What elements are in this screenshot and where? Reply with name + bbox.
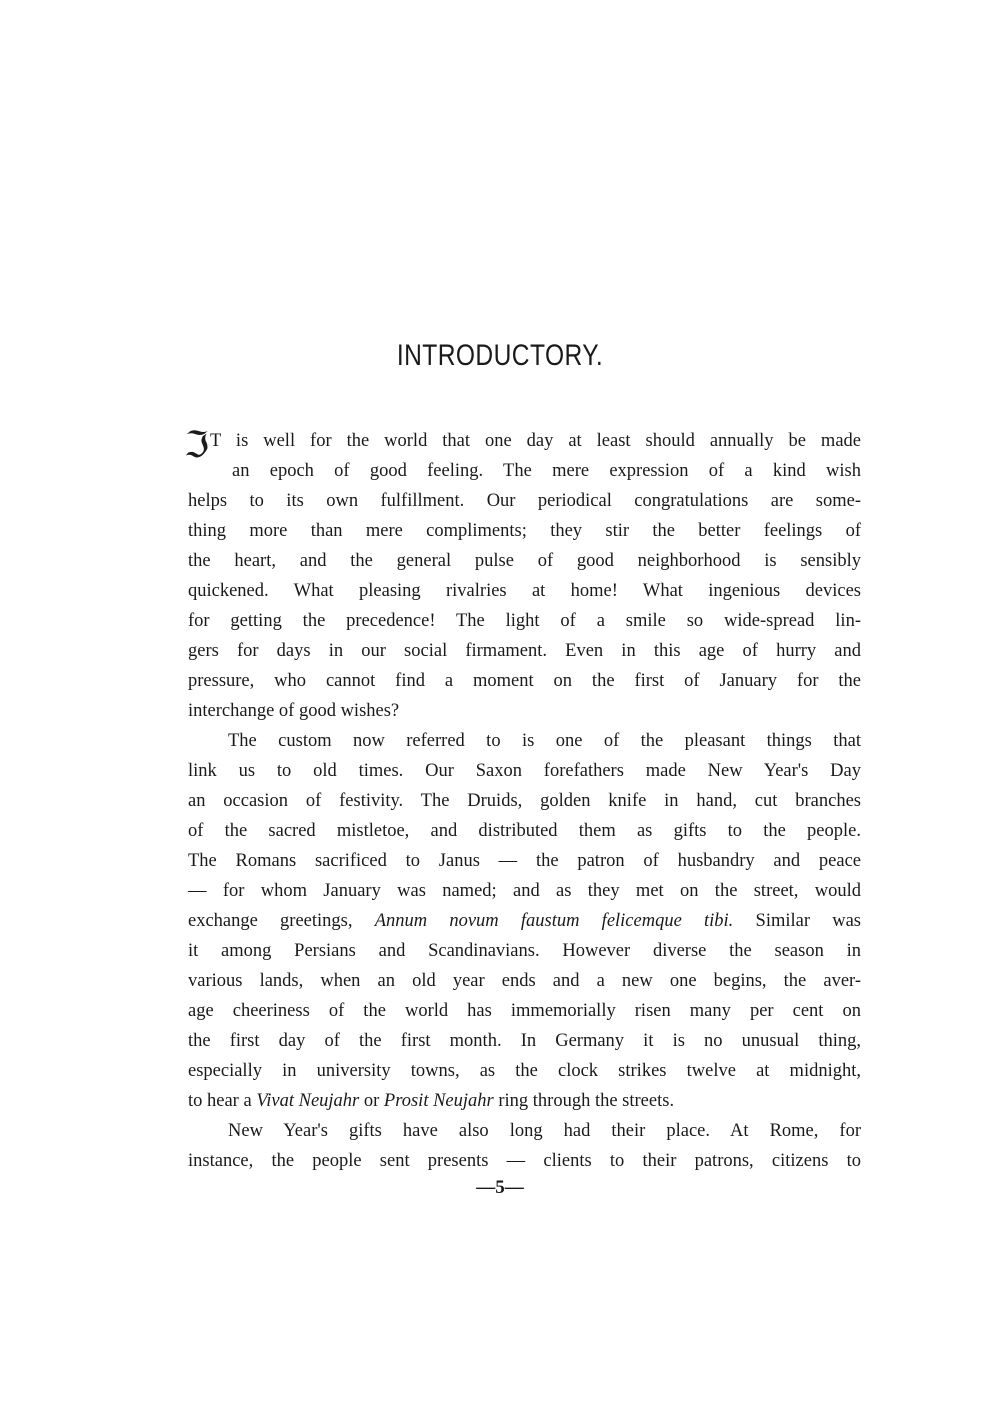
text-line: the first day of the first month. In Germany it is no unusual thing, [188,1031,861,1051]
text-line: age cheeriness of the world has immemorially risen many per cent on [188,1001,861,1021]
paragraph-3 [188,1116,861,1176]
text-line: pressure, who cannot find a moment on the first of January for the [188,671,861,691]
page-number: —5— [476,1177,524,1198]
chapter-title: INTRODUCTORY. [396,339,604,372]
text-line: helps to its own fulfillment. Our periodical congratulations are some- [188,491,861,511]
text-line: T is well for the world that one day at least should annually be made [210,431,861,451]
text-line: interchange of good wishes? [188,701,400,721]
prosit-phrase: Prosit Neujahr [383,1091,494,1111]
text-line: quickened. What pleasing rivalries at home! What ingenious devices [188,581,861,601]
text-line: it among Persians and Scandinavians. However diverse the season in [188,941,861,961]
latin-greeting: Annum novum faustum felicemque tibi. [374,911,734,931]
paragraph-2 [188,726,861,1116]
text-line: gers for days in our social firmament. Even in this age of hurry and [188,641,861,661]
drop-cap-letter: ℑ [184,425,210,466]
paragraph-1 [184,425,861,726]
text-line: of the sacred mistletoe, and distributed them as gifts to the people. [188,821,861,841]
text-line: for getting the precedence! The light of a smile so wide-spread lin- [188,611,861,631]
text-line: especially in university towns, as the clock strikes twelve at midnight, [188,1061,861,1081]
text-line: The custom now referred to is one of the pleasant things that [228,731,861,751]
text-line: The Romans sacrificed to Janus — the patron of husbandry and peace [188,851,861,871]
text-fragment: exchange greetings, [188,911,353,931]
text-line: instance, the people sent presents — clients to their patrons, citizens to [188,1151,861,1171]
body-text [184,425,861,1176]
text-line-german [188,1086,861,1116]
text-fragment: ring through the streets. [498,1091,675,1111]
text-line: the heart, and the general pulse of good neighborhood is sensibly [188,551,861,571]
text-line: link us to old times. Our Saxon forefathers made New Year's Day [188,761,861,781]
text-fragment: to hear a [188,1091,252,1111]
vivat-phrase: Vivat Neujahr [256,1091,360,1111]
text-line: various lands, when an old year ends and a new one begins, the aver- [188,971,861,991]
text-fragment: or [363,1091,380,1111]
text-line-latin [188,906,861,936]
text-fragment: Similar was [755,911,861,931]
text-line: an occasion of festivity. The Druids, golden knife in hand, cut branches [188,791,861,811]
text-line: — for whom January was named; and as they met on the street, would [188,881,861,901]
text-line: New Year's gifts have also long had their place. At Rome, for [228,1121,861,1141]
text-line: an epoch of good feeling. The mere expression of a kind wish [232,461,861,481]
text-line: thing more than mere compliments; they stir the better feelings of [188,521,861,541]
